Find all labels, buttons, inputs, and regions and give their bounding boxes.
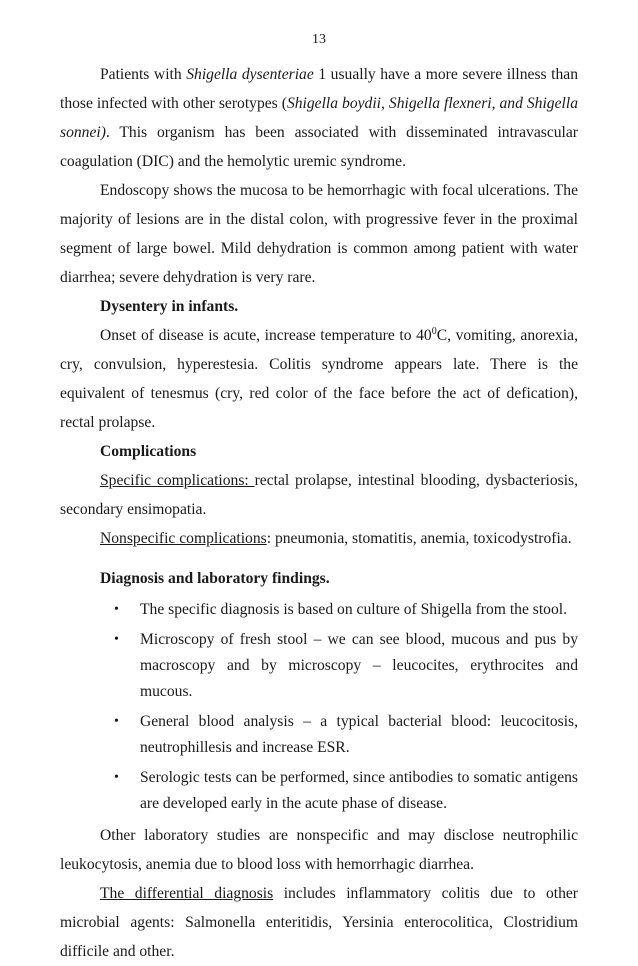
diagnosis-bullet-list — [60, 597, 578, 817]
paragraph-endoscopy: Endoscopy shows the mucosa to be hemorrhagic with focal ulcerations. The majority of lesions are in the distal colon, with progressive fever in the proximal segment of large bowel. Mild dehydration is common among patient with water diarrhea; severe dehydration is very rare. — [60, 182, 578, 286]
text-run: 1 usually have a more severe illness than those infected with other serotypes ( — [60, 66, 578, 112]
page-number: 13 — [312, 32, 326, 47]
bullet-icon: • — [114, 632, 119, 647]
text-run: Patients with — [100, 66, 187, 83]
list-item — [114, 597, 578, 623]
bullet-icon: • — [114, 602, 119, 617]
paragraph-differential-diagnosis — [60, 879, 578, 966]
underlined-label: Specific complications: — [100, 472, 255, 489]
list-item-text: General blood analysis – a typical bacterial blood: leucocitosis, neutrophillesis and increase ESR. — [140, 713, 578, 756]
text-run: : pneumonia, stomatitis, anemia, toxicodystrofia. — [266, 530, 572, 547]
list-item — [114, 627, 578, 705]
text-run: rectal prolapse, intestinal blooding, dysbacteriosis, secondary ensimopatia. — [60, 472, 579, 518]
bullet-icon: • — [114, 714, 119, 729]
list-item-text: The specific diagnosis is based on culture of Shigella from the stool. — [140, 601, 568, 618]
paragraph-specific-complications — [60, 466, 578, 524]
superscript-degree: 0 — [431, 325, 437, 337]
heading-dysentery-infants: Dysentery in infants. — [100, 298, 239, 315]
paragraph-shigella-dysenteriae — [60, 60, 578, 176]
page-body — [60, 60, 578, 966]
list-item-text: Serologic tests can be performed, since antibodies to somatic antigens are developed early in the acute phase of disease. — [140, 769, 578, 812]
heading-complications: Complications — [100, 443, 197, 460]
italic-species-name: Shigella dysenteriae — [186, 66, 314, 83]
list-item — [114, 709, 578, 761]
text-run: . This organism has been associated with disseminated intravascular coagulation (DIC) and the hemolytic uremic syndrome. — [60, 124, 578, 170]
list-item — [114, 765, 578, 817]
paragraph-nonspecific-complications — [60, 524, 578, 553]
heading-diagnosis: Diagnosis and laboratory findings. — [100, 570, 330, 587]
text-run: includes inflammatory colitis due to other microbial agents: Salmonella enteritidis, Yersinia enterocolitica, Clostridium difficile and other. — [60, 885, 578, 960]
italic-serotypes: Shigella boydii, Shigella flexneri, and Shigella sonnei) — [60, 95, 578, 141]
bullet-icon: • — [114, 770, 119, 785]
text-run: Onset of disease is acute, increase temperature to 40 — [100, 327, 432, 344]
text-run: C, vomiting, anorexia, cry, convulsion, hyperestesia. Colitis syndrome appears late. There is the equivalent of tenesmus (cry, red color of the face before the act of defication), rectal prolapse. — [60, 327, 578, 431]
underlined-label: The differential diagnosis — [100, 885, 274, 902]
list-item-text: Microscopy of fresh stool – we can see blood, mucous and pus by macroscopy and by microscopy – leucocites, erythrocites and mucous. — [140, 631, 578, 700]
paragraph-infant-onset — [60, 321, 578, 437]
paragraph-other-lab-studies: Other laboratory studies are nonspecific and may disclose neutrophilic leukocytosis, anemia due to blood loss with hemorrhagic diarrhea. — [60, 827, 578, 873]
underlined-label: Nonspecific complications — [100, 530, 267, 547]
